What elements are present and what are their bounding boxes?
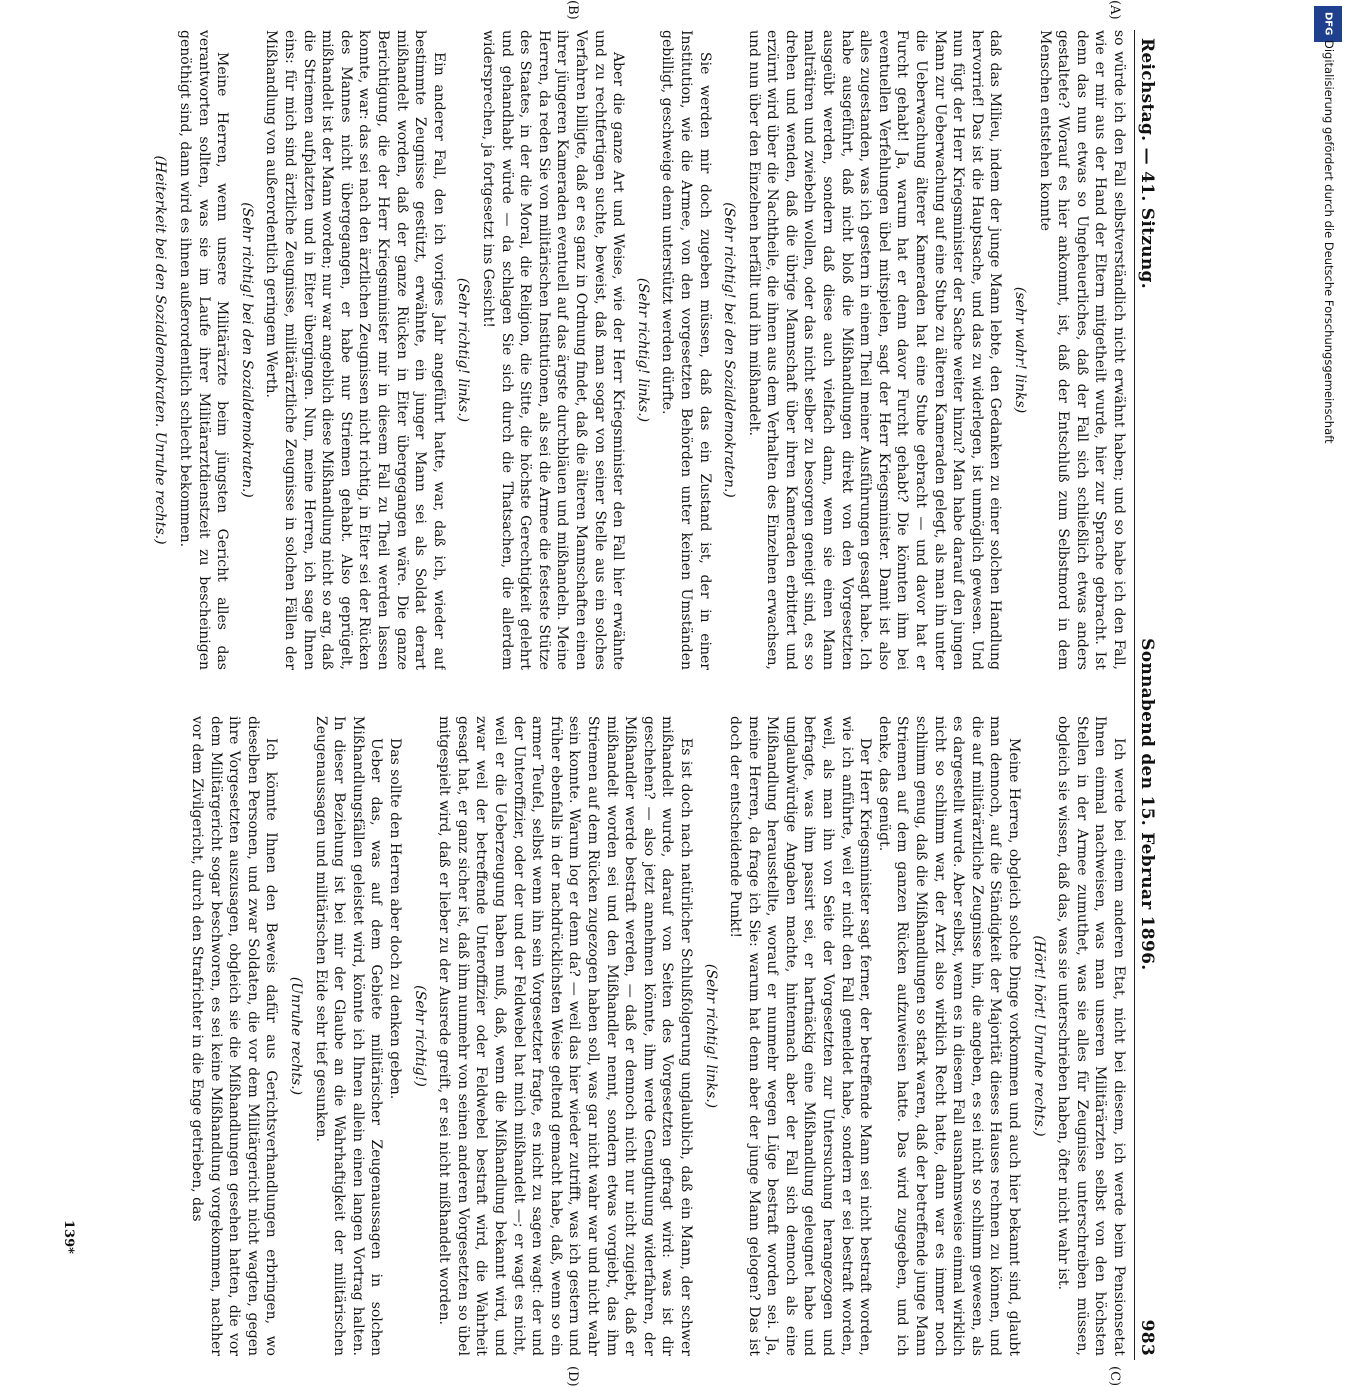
paragraph: Meine Herren, wenn unsere Militärärzte beim jüngsten Gericht alles das verantworten sollten, was sie im Laufe ihrer Militärarztdienstzeit zu bescheinigen genöthigt sind, dann wird es ihnen außerordentlich schlecht bekommen. [177, 30, 231, 670]
margin-letter-c: (C) [1107, 1366, 1122, 1387]
digitization-credit: Digitalisierung gefördert durch die Deutsche Forschungsgemeinschaft [1322, 40, 1336, 444]
newspaper-page [50, 0, 1180, 1387]
interjection: (Sehr richtig!) [411, 985, 428, 1087]
paragraph: daß das Milieu, indem der junge Mann lebte, den Gedanken zu einer solchen Handlung hervorrief! Das ist die Hauptsache, und das zu widerlegen, ist unmöglich gewesen. Und nun fügt der Herr Kriegsminister der Sache weiter hinzu? Man habe darauf den jungen Mann zur Ueberwachung auf eine Stube zu älteren Kameraden gelegt, als man ihn unter die Ueberwachung älterer Kameraden hat eine Stube gebracht — und davor hat er Furcht gehabt! Ja, warum hat er denn davor Furcht gehabt? Die könnten ihm bei eventuellen Verfehlungen übel mitspielen, sagt der Herr Kriegsminister. Damit ist also alles zugestanden, was ich gestern in einem Theil meiner Ausführungen gesagt habe. Ich habe ausgeführt, daß nicht bloß die Mißhandlungen direkt von den Vorgesetzten ausgeübt werden, sondern daß diese auch vielfach dann, wenn sie einen Mann malträtiren und zwiebeln wollen, oder das nicht selber zu besorgen geneigt sind, es so drehen und wenden, daß die übrige Mannschaft über ihren Kameraden erbittert und erzürnt wird über die Nachtheile, die ihnen aus dem Verhalten des Einzelnen erwachsen, und nun über den Einzelnen herfällt und ihn mißhandelt. [745, 30, 1004, 670]
interjection: (Sehr richtig! links.) [702, 963, 719, 1109]
right-column [58, 716, 1128, 1356]
margin-letter-d: (D) [565, 1366, 580, 1387]
margin-letter-a: (A) [1107, 0, 1122, 20]
interjection: (Heiterkeit bei den Sozialdemokraten. Unruhe rechts.) [152, 155, 169, 545]
dfg-logo-text: DFG [1322, 12, 1334, 36]
paragraph: Ueber das, was auf dem Gebiete militärischer Zeugenaussagen in solchen Mißhandlungsfällen geleistet wird, könnte ich Ihnen allein einen langen Vortrag halten. In dieser Beziehung ist bei mir der Glaube an die Wahrhaftigkeit der militärischen Zeugenaussagen und militärischen Eide sehr tief gesunken. [312, 716, 385, 1356]
interjection: (sehr wahr! links) [1012, 286, 1029, 414]
page-header [1134, 30, 1180, 1360]
interjection: (Sehr richtig! bei den Sozialdemokraten.) [721, 202, 738, 498]
left-column [58, 30, 1128, 670]
paragraph: Es ist doch nach natürlicher Schlußfolgerung unglaublich, daß ein Mann, der schwer mißhandelt wurde, darauf von Seiten des Vorgesetzten gefragt wird: was ist dir geschehen? — also jetzt annehmen könnte, ihm werde Genugthuung widerfahren, der Mißhandler werde bestraft werden, — daß er dennoch nicht nur nicht zugiebt, daß er mißhandelt worden sei und den Mißhandler nennt, sondern etwas vorgiebt, das ihm Striemen auf dem Rücken zugezogen haben soll, was gar nicht wahr war und nicht wahr sein konnte. Warum log er denn da? — weil das hier wieder zutrifft, was ich gestern und früher ebenfalls in der nachdrücklichsten Weise geltend gemacht habe, daß, wenn so ein armer Teufel, selbst wenn ihn sein Vorgesetzter fragte, es nicht zu sagen wagt: der und der Unteroffizier, oder der und der Feldwebel hat mich mißhandelt —; er wagt es nicht, weil er die Ueberzeugung haben muß, daß, wenn die Mißhandlung bekannt wird, und zwar weil der betreffende Unteroffizier oder Feldwebel bestraft wird, die Wahrheit gesagt hat, er ganz sicher ist, daß ihm nunmehr von seinen anderen Vorgesetzten so übel mitgespielt wird, daß er lieber zu der Ausrede greift, er sei nicht mißhandelt worden. [436, 716, 694, 1356]
interjection: (Sehr richtig! bei den Sozialdemokraten.) [238, 202, 255, 498]
header-left: Reichstag. — 41. Sitzung. [1137, 38, 1157, 289]
interjection: (Hört! hört! Unruhe rechts.) [1030, 935, 1047, 1137]
dfg-logo [1314, 6, 1342, 42]
paragraph: Ein anderer Fall, den ich voriges Jahr angeführt hatte, war, daß ich, wieder auf bestimmte Zeugnisse gestützt, erwähnte, ein junger Mann sei als Soldat derart mißhandelt worden, daß der ganze Rücken in Eiter übergegangen wäre. Die ganze Berichtigung, die der Herr Kriegsminister mir in diesem Fall zu Theil werden lassen konnte, war: das sei nach den ärztlichen Zeugnissen nicht richtig, in Eiter sei der Rücken des Mannes nicht übergegangen, er habe nur Striemen gehabt. Also geprügelt, mißhandelt ist der Mann worden; nur war angeblich diese Mißhandlung nicht so arg, daß die Striemen aufplatzten und in Eiter übergingen. Nun, meine Herren, ich sage Ihnen eins: für mich sind ärztliche Zeugnisse, militärärztliche Zeugnisse in solchen Fällen der Mißhandlung von außerordentlich geringem Werth. [263, 30, 447, 670]
paragraph: Der Herr Kriegsminister sagt ferner, der betreffende Mann sei nicht bestraft worden, wie ich anführte, weil er nicht den Fall gemeldet habe, sondern er sei bestraft worden, weil, als man ihn von Seite der Vorgesetzten zur Untersuchung herangezogen und befragte, was ihm passirt sei, er hartnäckig eine Mißhandlung geleugnet habe und unglaubwürdige Angaben machte, hintennach aber der Fall sich dennoch als eine Mißhandlung herausstellte, worauf er nunmehr wegen Lüge bestraft worden sei. Ja, meine Herren, da frage ich Sie: warum hat denn aber der junge Mann gelogen? Das ist doch der entscheidende Punkt! [727, 716, 874, 1356]
paragraph: Das sollte den Herren aber doch zu denken geben. [387, 738, 404, 1100]
paragraph: Ich könnte Ihnen den Beweis dafür aus Gerichtsverhandlungen erbringen, wo dieselben Personen, und zwar Soldaten, die vor dem Militärgericht nicht wagten, gegen ihre Vorgesetzten auszusagen, obgleich sie die Mißhandlungen gesehen hatten, die vor dem Militärgericht sogar beschworen, es sei keine Mißhandlung vorgekommen, nachher vor dem Zivilgericht, durch den Strafrichter in die Enge getrieben, das [189, 716, 280, 1356]
page-signature: 139* [61, 1220, 76, 1254]
paragraph: Sie werden mir doch zugeben müssen, daß das ein Zustand ist, der in einer Institution, wie die Armee, von den vorgesetzten Behörden unter keinen Umständen gebilligt, geschweige denn unterstützt werden dürfte. [659, 30, 713, 670]
page-number: 983 [1137, 1319, 1157, 1356]
paragraph: so würde ich den Fall selbstverständlich nicht erwähnt haben; und so habe ich den Fall, wie er mir aus der Hand der Eltern mitgetheilt wurde, hier zur Sprache gebracht. Ist denn das nun etwas so Ungeheuerliches, daß der Fall sich schließlich etwas anders gestaltete? Worauf es hier ankommt, ist, daß der Entschluß zum Selbstmord in dem Menschen entstehen konnte [1036, 30, 1127, 670]
interjection: (Sehr richtig! links.) [634, 277, 651, 423]
interjection: (Sehr richtig! links.) [455, 277, 472, 423]
paragraph: Meine Herren, obgleich solche Dinge vorkommen und auch hier bekannt sind, glaubt man dennoch, auf die Ständigkeit der Majorität dieses Hauses rechnen zu können, und die auf militärärztliche Zeugnisse hin, die angeben, es sei nicht so schlimm gewesen, als es dargestellt wurde. Aber selbst, wenn es in diesem Fall ausnahmsweise einmal wirklich nicht so schlimm war, der Arzt also wirklich Recht hatte, dann war es immer noch schlimm genug, daß die Mißhandlungen so stark waren, daß der betreffende junge Mann Striemen auf dem ganzen Rücken aufzuweisen hatte. Das wird zugegeben, und ich denke, das genügt. [875, 716, 1023, 1356]
paragraph: Ich werde bei einem anderen Etat, nicht bei diesem, ich werde beim Pensionsetat Ihnen einmal nachweisen, was man unseren Militärärzten selbst von den höchsten Stellen in der Armee zumuthet, was sie alles für Zeugnisse unterschreiben müssen, obgleich sie wissen, daß das, was sie unterschrieben haben, öfter nicht wahr ist. [1055, 716, 1127, 1356]
header-date: Sonnabend den 15. Februar 1896. [1137, 638, 1157, 971]
paragraph: Aber die ganze Art und Weise, wie der Herr Kriegsminister den Fall hier erwähnte und zu rechtfertigen suchte, beweist, daß man sogar von seiner Stelle aus ein solches Verfahren billigte, daß er es ganz in Ordnung findet, daß die älteren Mannschaften einen ihrer jüngeren Kameraden eventuell auf das ärgste durchbläuen und mißhandeln. Meine Herren, da reden Sie von militärischen Institutionen, als sei die Armee die festeste Stütze des Staates, in der die Moral, die Religion, die Sitte, die höchste Gerechtigkeit gelehrt und gehandhabt würde — da schlagen Sie sich durch die Thatsachen, die allerdem widersprechen, ja fortgesetzt ins Gesicht! [480, 30, 627, 670]
interjection: (Unruhe rechts.) [288, 976, 305, 1096]
margin-letter-b: (B) [565, 0, 580, 20]
